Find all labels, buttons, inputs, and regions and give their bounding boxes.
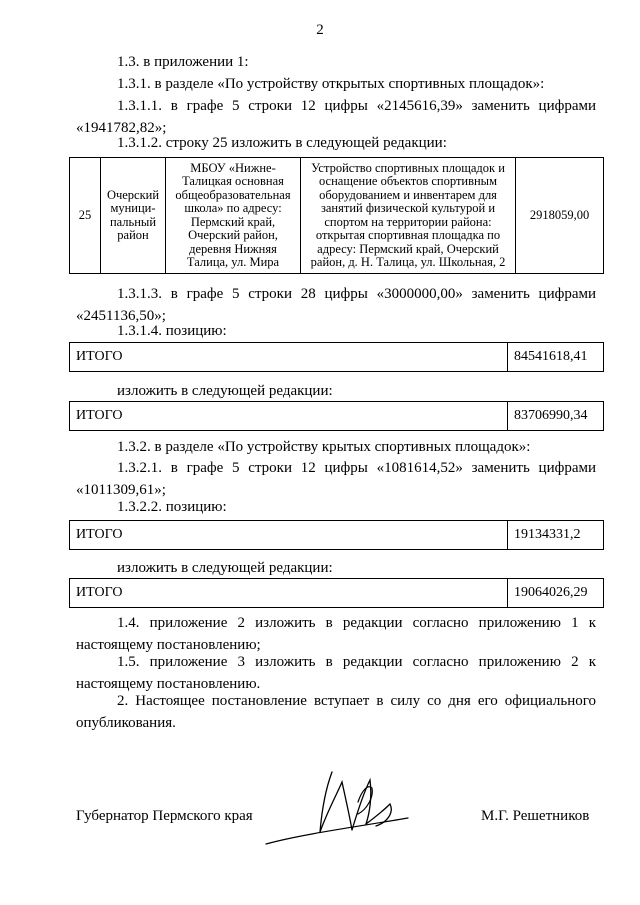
total-row-new-1 [69,401,604,431]
total-label: ИТОГО [76,349,123,364]
clause-1-3: 1.3. в приложении 1: [117,54,249,70]
total-value: 19064026,29 [514,585,588,600]
total-label: ИТОГО [76,527,123,542]
cell-divider [507,521,508,549]
new-edition-text-2: изложить в следующей редакции: [117,560,333,576]
total-row-old-2 [69,520,604,550]
clause-1-3-2: 1.3.2. в разделе «По устройству крытых спортивных площадок»: [117,439,531,455]
clause-1-3-1-3: 1.3.1.3. в графе 5 строки 28 цифры «3000000,00» заменить цифрами «2451136,50»; [76,286,596,324]
clause-1-3-2-2: 1.3.2.2. позицию: [117,499,227,515]
total-row-new-2 [69,578,604,608]
total-label: ИТОГО [76,408,123,423]
total-value: 84541618,41 [514,349,588,364]
clause-1-3-1-4: 1.3.1.4. позицию: [117,323,227,339]
clause-1-3-2-1: 1.3.2.1. в графе 5 строки 12 цифры «1081614,52» заменить цифрами «1011309,61»; [76,460,596,498]
clause-1-3-1: 1.3.1. в разделе «По устройству открытых спортивных площадок»: [117,76,545,92]
clause-1-3-1-1: 1.3.1.1. в графе 5 строки 12 цифры «2145616,39» заменить цифрами «1941782,82»; [76,98,596,136]
clause-1-4: 1.4. приложение 2 изложить в редакции согласно приложению 1 к настоящему постановлению; [76,615,596,653]
total-value: 19134331,2 [514,527,581,542]
total-label: ИТОГО [76,585,123,600]
signatory-name: М.Г. Решетников [481,808,590,824]
description-cell: Устройство спортивных площадок и оснащение объектов спортивным оборудованием и инвентарем для занятий физической культурой и спортом на территории района: открытая спортивная площадка по адресу: Пермский край, Очерский район, д. Н. Талица, ул. Школьная, 2 [301,158,516,274]
total-row-old-1 [69,342,604,372]
handwritten-signature [262,760,412,850]
cell-divider [507,579,508,607]
table-row [70,158,604,274]
clause-1-3-1-2: 1.3.1.2. строку 25 изложить в следующей редакции: [117,135,447,151]
new-edition-text-1: изложить в следующей редакции: [117,383,333,399]
row-25-table [69,157,604,274]
cell-divider [507,402,508,430]
signatory-position: Губернатор Пермского края [76,808,253,824]
total-value: 83706990,34 [514,408,588,423]
school-cell: МБОУ «Нижне- Талицкая основная общеобразовательная школа» по адресу: Пермский край, Очерский район, деревня Нижняя Талица, ул. Мира [166,158,301,274]
cell-divider [507,343,508,371]
clause-1-5: 1.5. приложение 3 изложить в редакции согласно приложению 2 к настоящему постановлению. [76,654,596,692]
clause-2: 2. Настоящее постановление вступает в силу со дня его официального опубликования. [76,693,596,731]
row-number-cell: 25 [70,158,101,274]
sum-cell: 2918059,00 [516,158,604,274]
page-number: 2 [316,22,324,38]
district-cell: Очерский муници- пальный район [101,158,166,274]
